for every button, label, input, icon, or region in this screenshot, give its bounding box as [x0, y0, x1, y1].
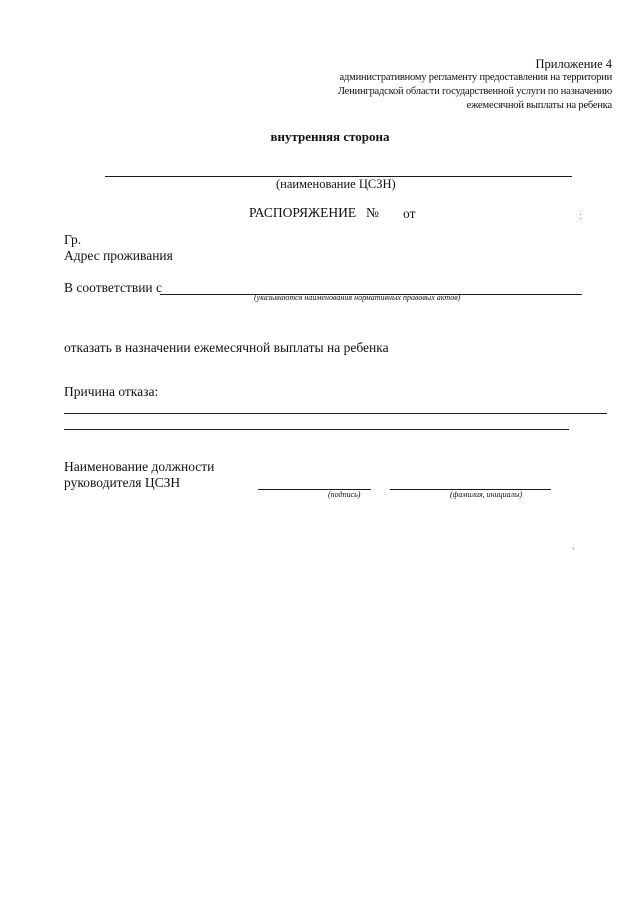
reason-line-1	[64, 413, 607, 414]
side-title: внутренняя сторона	[270, 129, 390, 144]
scan-speck	[580, 214, 581, 215]
position-label-line-2: руководителя ЦСЗН	[64, 475, 181, 490]
org-caption: (наименование ЦСЗН)	[276, 177, 396, 191]
reason-label: Причина отказа:	[64, 384, 159, 399]
order-date-label: от	[403, 206, 416, 221]
scan-speck	[573, 548, 574, 549]
decision-text: отказать в назначении ежемесячной выплаты на ребенка	[64, 340, 389, 355]
appendix-label: Приложение 4	[535, 57, 612, 71]
position-label-line-1: Наименование должности	[64, 459, 215, 474]
reason-line-2	[64, 429, 569, 430]
name-hint: (фамилия, инициалы)	[450, 490, 523, 499]
signature-hint: (подпись)	[328, 490, 361, 499]
citizen-label: Гр.	[64, 232, 82, 247]
order-number-sign: №	[366, 205, 379, 220]
accordance-label: В соответствии с	[64, 280, 163, 295]
regulation-line-3: ежемесячной выплаты на ребенка	[466, 100, 612, 111]
regulation-line-2: Ленинградской области государственной услуги по назначению	[337, 86, 612, 97]
regulation-line-1: административному регламенту предоставления на территории	[339, 72, 612, 83]
legal-acts-hint: (указываются наименования нормативных правовых актов)	[254, 293, 461, 302]
order-title: РАСПОРЯЖЕНИЕ	[249, 205, 357, 220]
scan-speck	[580, 218, 581, 219]
address-label: Адрес проживания	[64, 248, 173, 263]
